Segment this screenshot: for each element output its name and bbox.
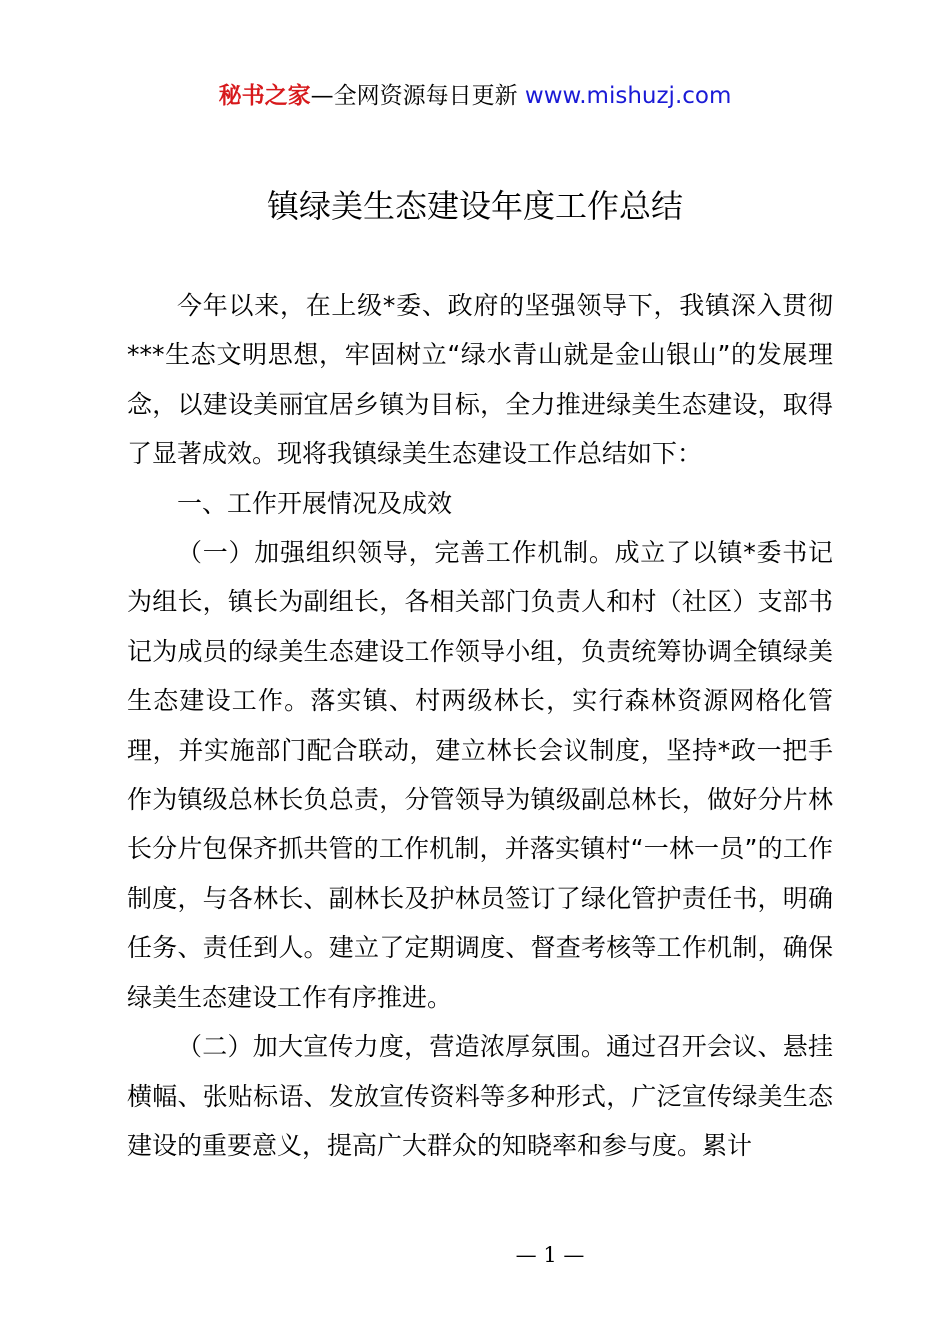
document-title: 镇绿美生态建设年度工作总结 <box>266 187 683 225</box>
paragraph-intro: 今年以来，在上级*委、政府的坚强领导下，我镇深入贯彻***生态文明思想，牢固树立“绿水青山就是金山银山”的发展理念，以建设美丽宜居乡镇为目标，全力推进绿美生态建设，取得了显著成效。现将我镇绿美生态建设工作总结如下： <box>127 291 833 469</box>
paragraph-organization: （一）加强组织领导，完善工作机制。成立了以镇*委书记为组长，镇长为副组长，各相关部门负责人和村（社区）支部书记为成员的绿美生态建设工作领导小组，负责统筹协调全镇绿美生态建设工作。落实镇、村两级林长，实行森林资源网格化管理，并实施部门配合联动，建立林长会议制度，坚持*政一把手作为镇级总林长负总责，分管领导为镇级副总林长，做好分片林长分片包保齐抓共管的工作机制，并落实镇村“一林一员”的工作制度，与各林长、副林长及护林员签订了绿化管护责任书，明确任务、责任到人。建立了定期调度、督查考核等工作机制，确保绿美生态建设工作有序推进。 <box>127 538 833 1012</box>
site-url-link[interactable]: www.mishuzj.com <box>524 83 732 109</box>
site-brand: 秘书之家 <box>218 83 311 109</box>
paragraph-publicity: （二）加大宣传力度，营造浓厚氛围。通过召开会议、悬挂横幅、张贴标语、发放宣传资料等多种形式，广泛宣传绿美生态建设的重要意义，提高广大群众的知晓率和参与度。累计 <box>127 1032 833 1160</box>
page-number: — 1 — <box>515 1243 585 1267</box>
section-heading: 一、工作开展情况及成效 <box>177 488 453 518</box>
site-header <box>0 80 950 112</box>
document-body <box>127 281 833 1170</box>
site-slogan: —全网资源每日更新 <box>310 83 518 109</box>
